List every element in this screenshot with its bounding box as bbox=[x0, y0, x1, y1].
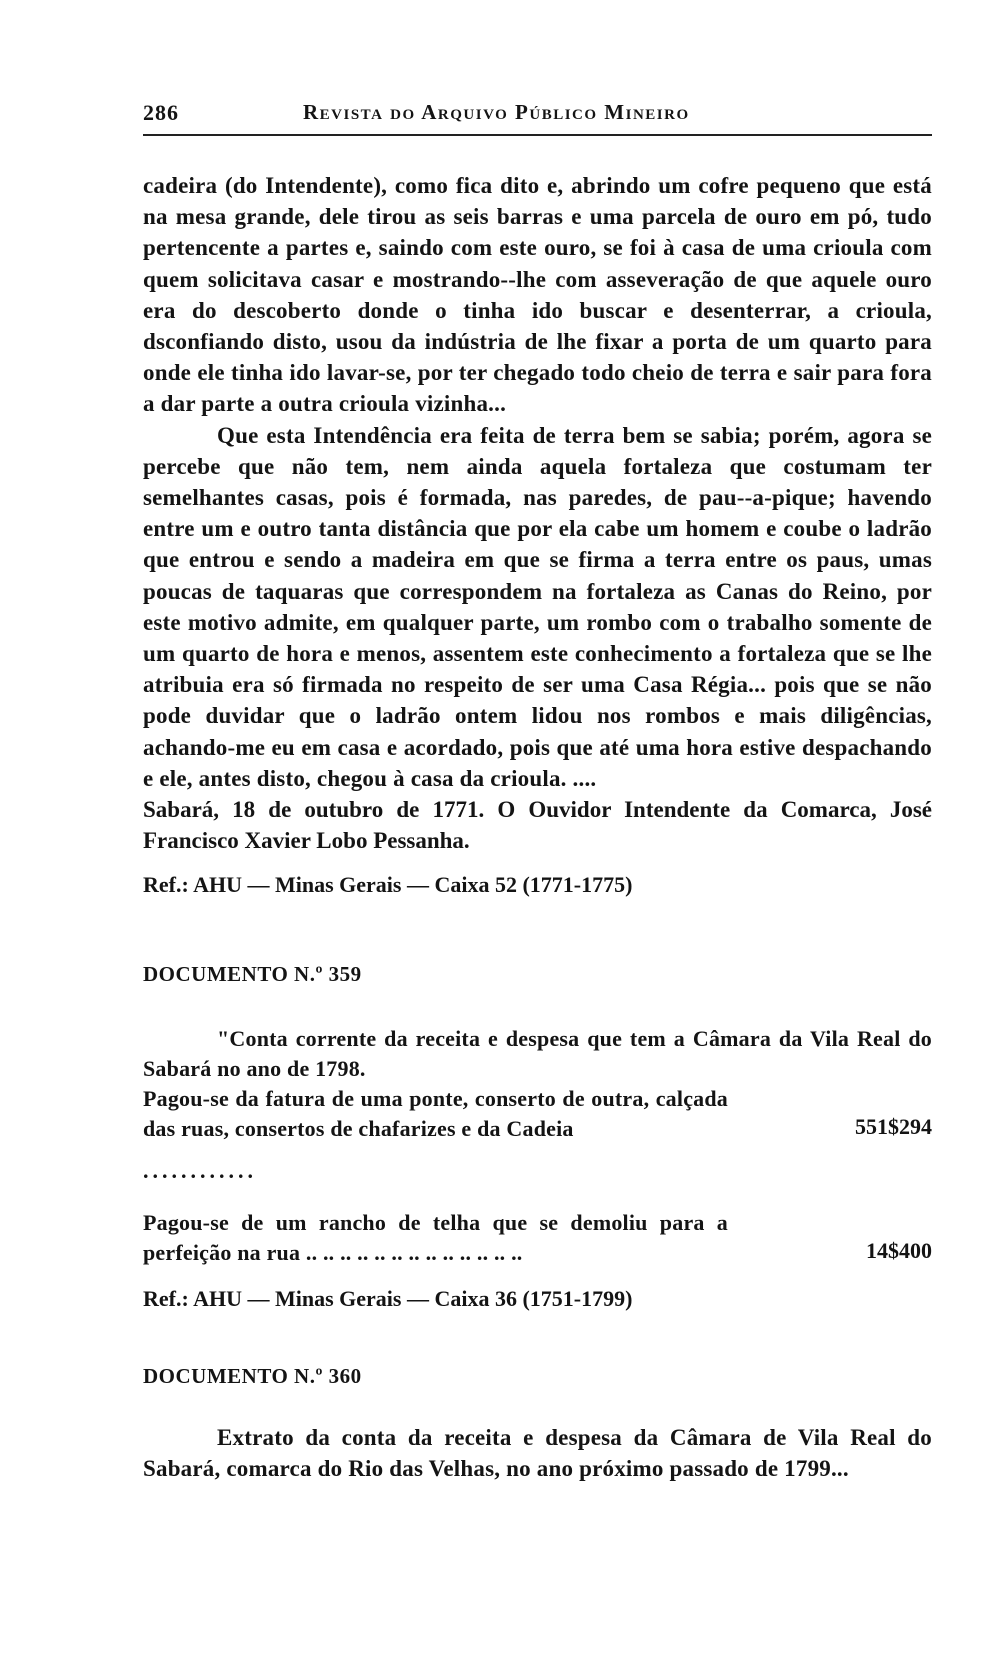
document-360-heading: DOCUMENTO N.º 360 bbox=[143, 1364, 362, 1388]
continued-letter bbox=[143, 170, 932, 900]
reference-1: Ref.: AHU — Minas Gerais — Caixa 52 (1771-1775) bbox=[143, 872, 633, 898]
signature-line: Sabará, 18 de outubro de 1771. O Ouvidor Intendente da Comarca, José Francisco Xavier Lobo Pessanha. bbox=[143, 797, 932, 854]
document-360-text: Extrato da conta da receita e despesa da Câmara de Vila Real do Sabará, comarca do Rio das Velhas, no ano próximo passado de 1799... bbox=[143, 1425, 932, 1481]
ledger-entry-2-amount: 14$400 bbox=[866, 1238, 932, 1263]
ledger-entry-1-text: Pagou-se da fatura de uma ponte, conserto de outra, calçada das ruas, consertos de chafarizes e da Cadeia bbox=[143, 1086, 728, 1141]
ledger-ellipsis: ............ bbox=[143, 1158, 257, 1183]
running-head: Revista do Arquivo Público Mineiro bbox=[303, 100, 690, 124]
document-359-intro: "Conta corrente da receita e despesa que tem a Câmara da Vila Real do Sabará no ano de 1798. bbox=[143, 1026, 932, 1081]
paragraph-2: Que esta Intendência era feita de terra bem se sabia; porém, agora se percebe que não tem, nem ainda aquela fortaleza que costumam ter semelhantes casas, pois é formada, nas paredes, de pau--a-pique; havendo entre um e outro tanta distância que por ela cabe um homem e coube o ladrão que entrou e sendo a madeira em que se firma a terra entre os paus, umas poucas de taquaras que correspondem na fortaleza as Canas do Reino, por este motivo admite, em qualquer parte, um rombo com o trabalho somente de um quarto de hora e menos, assentem este conhecimento a fortaleza que se lhe atribuia era só firmada no respeito de ser uma Casa Régia... pois que se não pode duvidar que o ladrão ontem lidou nos rombos e mais diligências, achando-me eu em casa e acordado, pois que até uma hora estive despachando e ele, antes disto, chegou à casa da crioula. .... bbox=[143, 422, 932, 791]
header-rule bbox=[143, 134, 932, 136]
page-header bbox=[143, 96, 932, 136]
reference-2: Ref.: AHU — Minas Gerais — Caixa 36 (1751-1799) bbox=[143, 1286, 633, 1311]
paragraph-1: cadeira (do Intendente), como fica dito e, abrindo um cofre pequeno que está na mesa grande, dele tirou as seis barras e uma parcela de ouro em pó, tudo pertencente a partes e, saindo com este ouro, se foi à casa de uma crioula com quem solicitava casar e mostrando--lhe com asseveração de que aquele ouro era do descoberto donde o tinha ido buscar e desenterrar, a crioula, dsconfiando disto, usou da indústria de lhe fixar a porta de um quarto para onde ele tinha ido lavar-se, por ter chegado todo cheio de terra e sair para fora a dar parte a outra crioula vizinha... bbox=[143, 173, 932, 417]
ledger-entry-2-text: Pagou-se de um rancho de telha que se demoliu para a perfeição na rua .. .. .. .. .. .. .. .. .. .. .. .. .. bbox=[143, 1210, 728, 1265]
page-number: 286 bbox=[143, 100, 179, 125]
document-359-heading: DOCUMENTO N.º 359 bbox=[143, 962, 362, 986]
ledger-entry-1-amount: 551$294 bbox=[855, 1114, 932, 1139]
